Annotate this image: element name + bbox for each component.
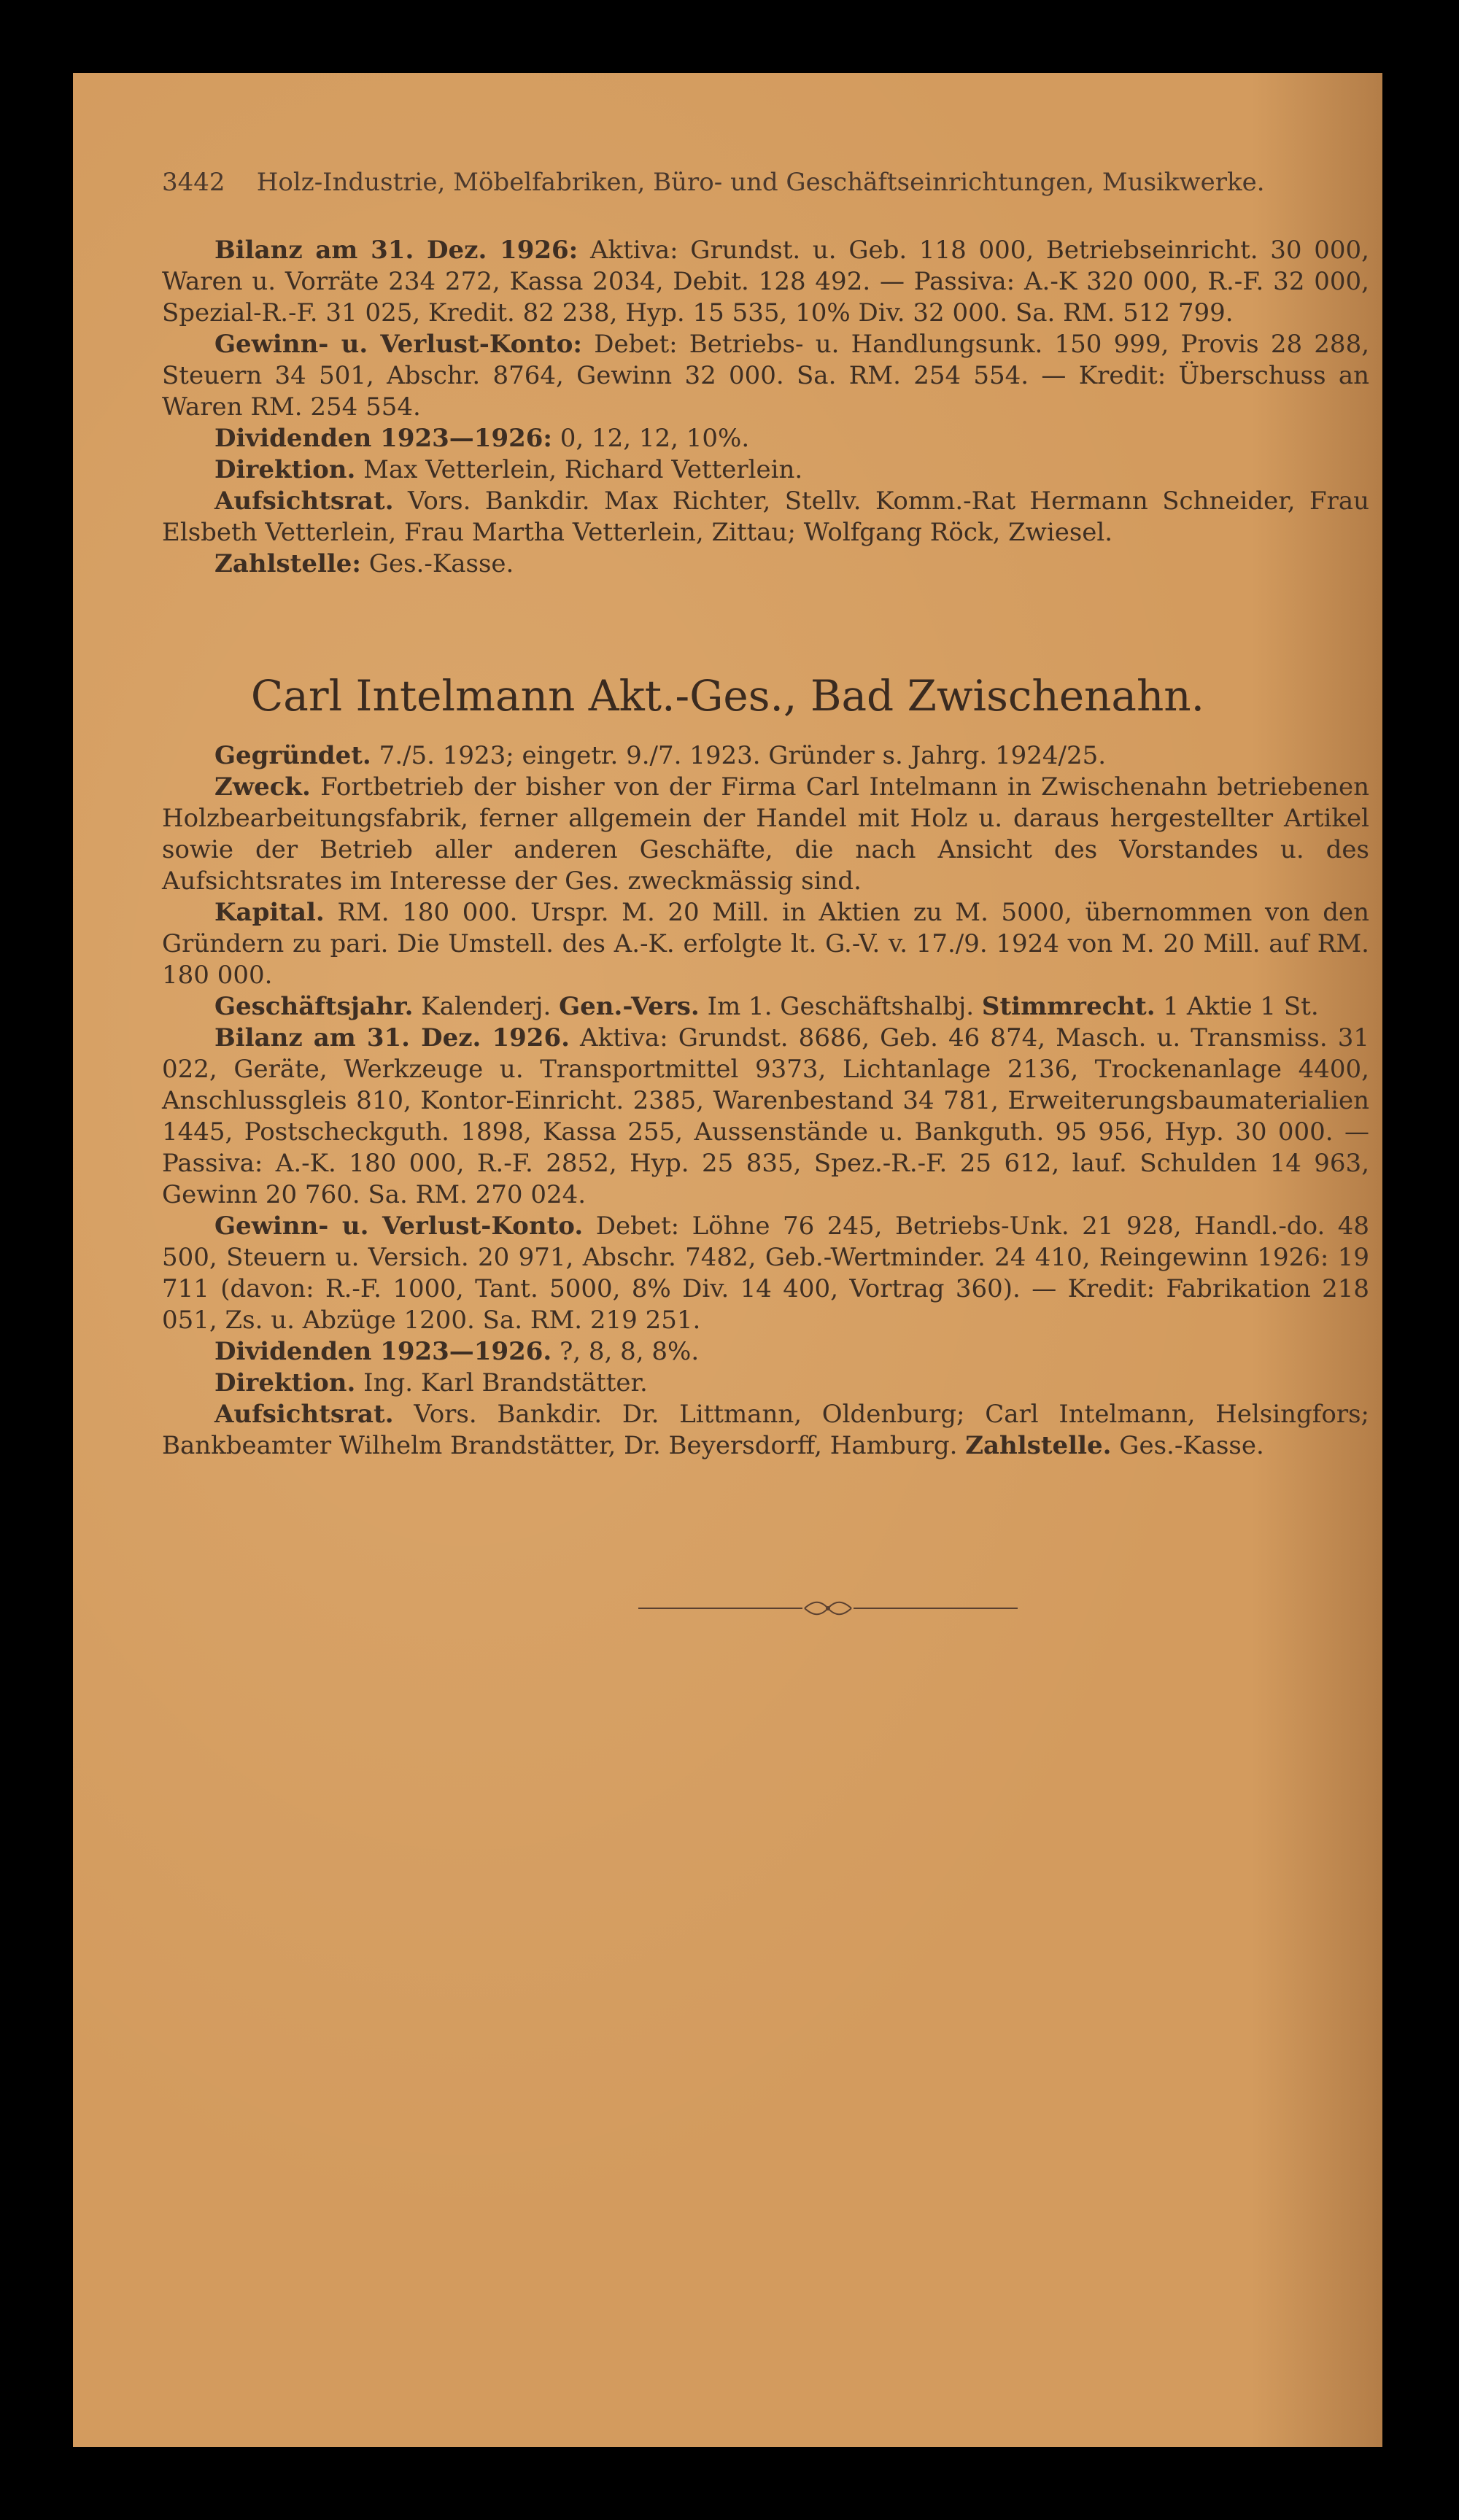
bilanz-text: Aktiva: Grundst. 8686, Geb. 46 874, Masch. u. Transmiss. 31 022, Geräte, Werkzeuge u. Transportmittel 9373, Lichtanlage 2136, Trockenanlage 4400, Anschlussgleis 810, Kontor-Einricht. 2385, Warenbestand 34 781, Erweiterungsbaumaterialien 1445, Postscheckguth. 1898, Kassa 255, Aussenstände u. Bankguth. 95 956, Hyp. 30 000. — Passiva: A.-K. 180 000, R.-F. 2852, Hyp. 25 835, Spez.-R.-F. 25 612, lauf. Schulden 14 963, Gewinn 20 760. Sa. RM. 270 024. bbox=[162, 1023, 1369, 1209]
company-title: Carl Intelmann Akt.-Ges., Bad Zwischenahn. bbox=[250, 671, 1205, 721]
genvers-label: Gen.-Vers. bbox=[559, 992, 700, 1021]
genvers-text: Im 1. Geschäftshalbj. bbox=[707, 992, 975, 1021]
direktion-label: Direktion. bbox=[214, 1368, 356, 1397]
prev-zahlstelle-paragraph bbox=[162, 548, 1369, 580]
prev-gewinn-text: Debet: Betriebs- u. Handlungsunk. 150 999, Provis 28 288, Steuern 34 501, Abschr. 8764, Gewinn 32 000. Sa. RM. 254 554. — Kredit: Überschuss an Waren RM. 254 554. bbox=[162, 330, 1370, 422]
stimmrecht-label: Stimmrecht. bbox=[981, 992, 1156, 1021]
prev-gewinn-label: Gewinn- u. Verlust-Konto: bbox=[214, 330, 582, 359]
prev-zahlstelle-label: Zahlstelle: bbox=[214, 549, 361, 578]
bilanz-paragraph bbox=[162, 1023, 1369, 1211]
gegruendet-paragraph bbox=[162, 740, 1369, 772]
dividenden-label: Dividenden 1923—1926. bbox=[214, 1337, 552, 1366]
zahlstelle-label: Zahlstelle. bbox=[965, 1431, 1112, 1460]
kapital-text: RM. 180 000. Urspr. M. 20 Mill. in Aktien zu M. 5000, übernommen von den Gründern zu pari. Die Umstell. des A.-K. erfolgte lt. G.-V. v. 17./9. 1924 von M. 20 Mill. auf RM. 180 000. bbox=[162, 898, 1369, 990]
prev-direktion-label: Direktion. bbox=[214, 455, 356, 484]
aufsicht-paragraph bbox=[162, 1399, 1369, 1462]
gegruendet-text: 7./5. 1923; eingetr. 9./7. 1923. Gründer s. Jahrg. 1924/25. bbox=[379, 741, 1107, 770]
prev-aufsicht-text: Vors. Bankdir. Max Richter, Stellv. Komm.-Rat Hermann Schneider, Frau Elsbeth Vetterlein, Frau Martha Vetterlein, Zittau; Wolfgang Röck, Zwiesel. bbox=[162, 486, 1369, 547]
company-block bbox=[162, 740, 1369, 1462]
gewinn-label: Gewinn- u. Verlust-Konto. bbox=[214, 1211, 584, 1241]
direktion-text: Ing. Karl Brandstätter. bbox=[363, 1368, 648, 1397]
running-header bbox=[162, 168, 1373, 197]
prev-zahlstelle-text: Ges.-Kasse. bbox=[368, 549, 514, 578]
running-title: Holz-Industrie, Möbelfabriken, Büro- und Geschäftseinrichtungen, Musikwerke. bbox=[256, 168, 1265, 197]
prev-direktion-text: Max Vetterlein, Richard Vetterlein. bbox=[363, 455, 803, 484]
previous-company-block bbox=[162, 235, 1369, 580]
kapital-paragraph bbox=[162, 897, 1369, 991]
page-number: 3442 bbox=[162, 168, 225, 197]
prev-aufsicht-label: Aufsichtsrat. bbox=[214, 486, 394, 516]
bilanz-label: Bilanz am 31. Dez. 1926. bbox=[214, 1023, 570, 1052]
aufsicht-text: Vors. Bankdir. Dr. Littmann, Oldenburg; Carl Intelmann, Helsingfors; Bankbeamter Wilhelm Brandstätter, Dr. Beyersdorff, Hamburg. bbox=[162, 1400, 1369, 1460]
dividenden-text: ?, 8, 8, 8%. bbox=[560, 1337, 700, 1366]
zahlstelle-text: Ges.-Kasse. bbox=[1119, 1431, 1264, 1460]
kapital-label: Kapital. bbox=[214, 898, 325, 927]
prev-gewinn-paragraph bbox=[162, 329, 1369, 423]
geschaeftsjahr-paragraph bbox=[162, 991, 1369, 1023]
prev-bilanz-paragraph bbox=[162, 235, 1369, 329]
zweck-label: Zweck. bbox=[214, 772, 311, 802]
prev-dividenden-text: 0, 12, 12, 10%. bbox=[560, 424, 750, 453]
zweck-paragraph bbox=[162, 772, 1369, 897]
prev-aufsicht-paragraph bbox=[162, 486, 1369, 548]
gegruendet-label: Gegründet. bbox=[214, 741, 371, 770]
geschaeftsjahr-label: Geschäftsjahr. bbox=[214, 992, 414, 1021]
prev-bilanz-text: Aktiva: Grundst. u. Geb. 118 000, Betriebseinricht. 30 000, Waren u. Vorräte 234 272, Kassa 2034, Debit. 128 492. — Passiva: A.-K 320 000, R.-F. 32 000, Spezial-R.-F. 31 025, Kredit. 82 238, Hyp. 15 535, 10% Div. 32 000. Sa. RM. 512 799. bbox=[162, 236, 1369, 327]
gewinn-paragraph bbox=[162, 1211, 1369, 1336]
scanned-page bbox=[73, 73, 1382, 2447]
prev-direktion-paragraph bbox=[162, 454, 1369, 486]
prev-dividenden-paragraph bbox=[162, 423, 1369, 454]
geschaeftsjahr-text: Kalenderj. bbox=[421, 992, 552, 1021]
prev-bilanz-label: Bilanz am 31. Dez. 1926: bbox=[214, 236, 578, 265]
dividenden-paragraph bbox=[162, 1336, 1369, 1368]
gewinn-text: Debet: Löhne 76 245, Betriebs-Unk. 21 928, Handl.-do. 48 500, Steuern u. Versich. 20 971, Abschr. 7482, Geb.-Wertminder. 24 410, Reingewinn 1926: 19 711 (davon: R.-F. 1000, Tant. 5000, 8% Div. 14 400, Vortrag 360). — Kredit: Fabrikation 218 051, Zs. u. Abzüge 1200. Sa. RM. 219 251. bbox=[162, 1211, 1369, 1335]
zweck-text: Fortbetrieb der bisher von der Firma Carl Intelmann in Zwischenahn betriebenen Holzbearbeitungsfabrik, ferner allgemein der Handel mit Holz u. daraus hergestellter Artikel sowie der Betrieb aller anderen Geschäfte, die nach Ansicht des Vorstandes u. des Aufsichtsrates im Interesse der Ges. zweckmässig sind. bbox=[162, 772, 1369, 896]
stimmrecht-text: 1 Aktie 1 St. bbox=[1163, 992, 1319, 1021]
prev-dividenden-label: Dividenden 1923—1926: bbox=[214, 424, 552, 453]
direktion-paragraph bbox=[162, 1368, 1369, 1399]
ornamental-rule-icon bbox=[638, 1597, 1018, 1619]
aufsicht-label: Aufsichtsrat. bbox=[214, 1400, 394, 1429]
